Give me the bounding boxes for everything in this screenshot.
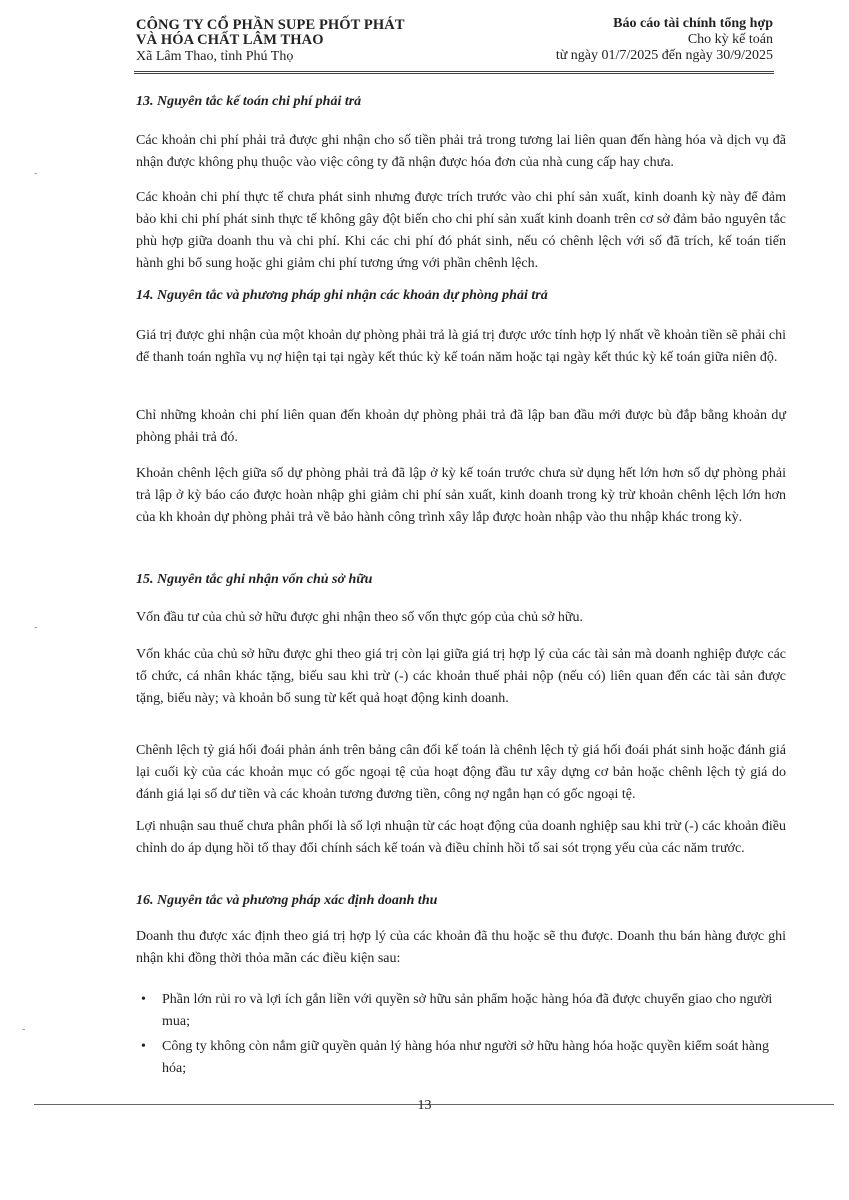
scan-mark: - xyxy=(22,1024,26,1035)
report-title: Báo cáo tài chính tổng hợp xyxy=(613,16,773,31)
section-16-paragraph-1: Doanh thu được xác định theo giá trị hợp lý của các khoản đã thu hoặc sẽ thu được. Doanh thu bán hàng được ghi nhận khi đồng thời thỏa mãn các điều kiện sau: xyxy=(136,929,786,966)
company-name-line1: CÔNG TY CỔ PHẦN SUPE PHỐT PHÁT xyxy=(136,17,405,33)
section-15-paragraph-1: Vốn đầu tư của chủ sở hữu được ghi nhận theo số vốn thực góp của chủ sở hữu. xyxy=(136,610,584,625)
list-item-text: Phần lớn rủi ro và lợi ích gắn liền với quyền sở hữu sản phẩm hoặc hàng hóa đã được chuyển giao cho người mua; xyxy=(162,992,773,1029)
bullet-icon: • xyxy=(141,992,146,1007)
period-range: từ ngày 01/7/2025 đến ngày 30/9/2025 xyxy=(555,48,773,63)
list-item xyxy=(136,989,786,1033)
bullet-icon: • xyxy=(141,1039,146,1054)
section-heading-14: 14. Nguyên tắc và phương pháp ghi nhận các khoản dự phòng phải trả xyxy=(136,288,548,303)
section-15-paragraph-4: Lợi nhuận sau thuế chưa phân phối là số lợi nhuận từ các hoạt động của doanh nghiệp sau khi trừ (-) các khoản điều chỉnh do áp dụng hồi tố thay đổi chính sách kế toán và điều chỉnh hồi tố sai sót trọng yếu của các năm trước. xyxy=(136,819,786,856)
period-label: Cho kỳ kế toán xyxy=(687,32,773,47)
company-header xyxy=(136,18,405,65)
section-14-paragraph-1: Giá trị được ghi nhận của một khoản dự phòng phải trả là giá trị được ước tính hợp lý nhất về khoản tiền sẽ phải chi để thanh toán nghĩa vụ nợ hiện tại tại ngày kết thúc kỳ kế toán năm hoặc tại ngày kết thúc kỳ kế toán giữa niên độ. xyxy=(136,328,786,365)
company-name-line2: VÀ HÓA CHẤT LÂM THAO xyxy=(136,32,324,48)
header-rule xyxy=(134,71,774,72)
scan-mark: - xyxy=(34,168,38,179)
section-heading-16: 16. Nguyên tắc và phương pháp xác định doanh thu xyxy=(136,893,438,908)
company-address: Xã Lâm Thao, tỉnh Phú Thọ xyxy=(136,49,294,64)
report-header xyxy=(556,16,773,64)
list-item xyxy=(136,1036,786,1080)
section-13-paragraph-2: Các khoản chi phí thực tế chưa phát sinh nhưng được trích trước vào chi phí sản xuất, kinh doanh kỳ này để đảm bảo khi chi phí phát sinh thực tế không gây đột biến cho chi phí sản xuất kinh doanh trên cơ sở đảm bảo nguyên tắc phù hợp giữa doanh thu và chi phí. Khi các chi phí đó phát sinh, nếu có chênh lệch với số đã trích, kế toán tiến hành ghi bổ sung hoặc ghi giảm chi phí tương ứng với phần chênh lệch. xyxy=(136,190,786,271)
list-item-text: Công ty không còn nắm giữ quyền quản lý hàng hóa như người sở hữu hàng hóa hoặc quyền kiểm soát hàng hóa; xyxy=(162,1039,770,1076)
conditions-list xyxy=(136,989,786,1080)
page-number: 13 xyxy=(417,1098,432,1113)
section-15-paragraph-3: Chênh lệch tỷ giá hối đoái phản ánh trên bảng cân đối kế toán là chênh lệch tỷ giá hối đoái phát sinh hoặc đánh giá lại cuối kỳ của các khoản mục có gốc ngoại tệ của hoạt động đầu tư xây dựng cơ bản hoặc chênh lệch tỷ giá do đánh giá lại số dư tiền và các khoản tương đương tiền, công nợ ngắn hạn có gốc ngoại tệ. xyxy=(136,743,786,802)
section-14-paragraph-3: Khoản chênh lệch giữa số dự phòng phải trả đã lập ở kỳ kế toán trước chưa sử dụng hết lớn hơn số dự phòng phải trả lập ở kỳ báo cáo được hoàn nhập ghi giảm chi phí sản xuất, kinh doanh trong kỳ trừ khoản chênh lệch lớn hơn của kh khoản dự phòng phải trả về bảo hành công trình xây lắp được hoàn nhập vào thu nhập khác trong kỳ. xyxy=(136,466,786,525)
section-heading-15: 15. Nguyên tắc ghi nhận vốn chủ sở hữu xyxy=(136,572,373,587)
section-13-paragraph-1: Các khoản chi phí phải trả được ghi nhận cho số tiền phải trả trong tương lai liên quan đến hàng hóa và dịch vụ đã nhận được không phụ thuộc vào việc công ty đã nhận được hóa đơn của nhà cung cấp hay chưa. xyxy=(136,133,786,170)
scan-mark: - xyxy=(34,622,38,633)
section-14-paragraph-2: Chỉ những khoản chi phí liên quan đến khoản dự phòng phải trả đã lập ban đầu mới được bù đắp bằng khoản dự phòng phải trả đó. xyxy=(136,408,786,445)
section-15-paragraph-2: Vốn khác của chủ sở hữu được ghi theo giá trị còn lại giữa giá trị hợp lý của các tài sản mà doanh nghiệp được các tổ chức, cá nhân khác tặng, biếu sau khi trừ (-) các khoản thuế phải nộp (nếu có) liên quan đến các tài sản được tặng, biếu này; và khoản bổ sung từ kết quả hoạt động kinh doanh. xyxy=(136,647,786,706)
header-rule-double xyxy=(134,73,774,74)
section-heading-13: 13. Nguyên tắc kế toán chi phí phải trả xyxy=(136,94,362,109)
